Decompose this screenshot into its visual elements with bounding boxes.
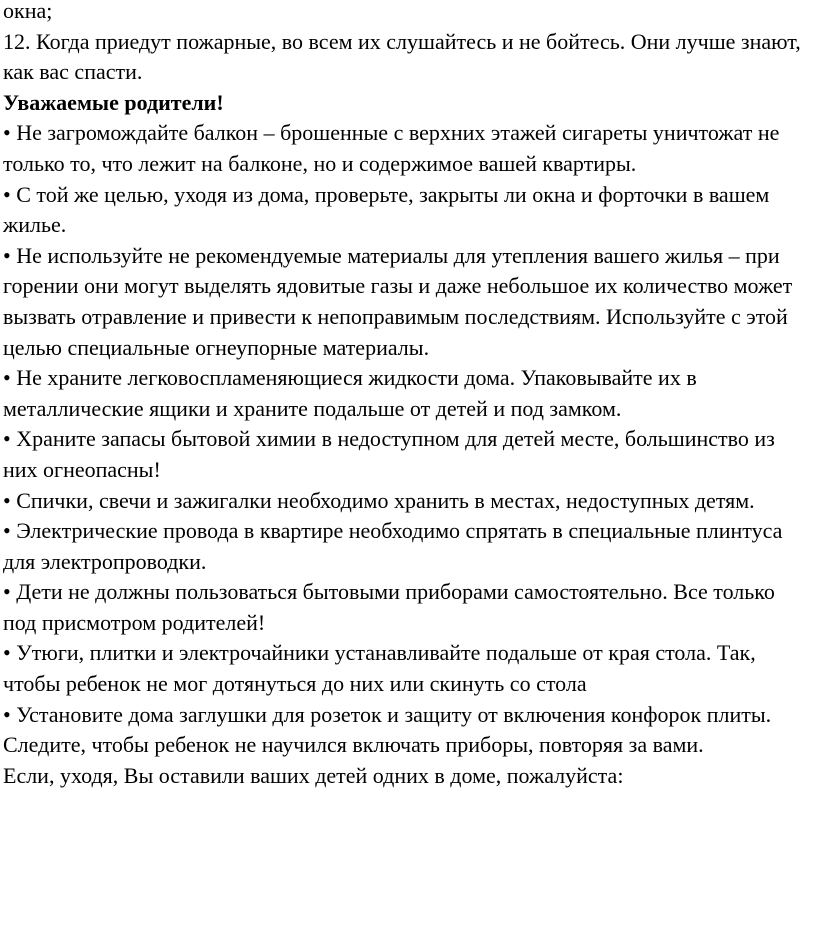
- bullet-item: • Установите дома заглушки для розеток и защиту от включения конфорок плиты. Следите, чтобы ребенок не научился включать приборы, повторяя за вами.: [3, 701, 772, 758]
- bullet-item: • Спички, свечи и зажигалки необходимо хранить в местах, недоступных детям.: [3, 487, 755, 513]
- bullet-item: • Дети не должны пользоваться бытовыми приборами самостоятельно. Все только под присмотром родителей!: [3, 579, 775, 635]
- bullet-item: • Храните запасы бытовой химии в недоступном для детей месте, большинство из них огнеопасны!: [3, 426, 775, 482]
- bullet-item: • Не загромождайте балкон – брошенные с верхних этажей сигареты уничтожат не только то, что лежит на балконе, но и содержимое вашей квартиры.: [3, 120, 780, 176]
- lead-fragment: окна;: [3, 0, 53, 23]
- bullet-item: • Не используйте не рекомендуемые материалы для утепления вашего жилья – при горении они могут выделять ядовитые газы и даже небольшое их количество может вызвать отравление и привести к непоправимым последствиям. Используйте с этой целью специальные огнеупорные материалы.: [3, 242, 793, 360]
- bullet-item: • Утюги, плитки и электрочайники устанавливайте подальше от края стола. Так, чтобы ребенок не мог дотянуться до них или скинуть со стола: [3, 640, 756, 697]
- section-heading: Уважаемые родители!: [3, 89, 224, 115]
- bullet-item: • С той же целью, уходя из дома, проверьте, закрыты ли окна и форточки в вашем жилье.: [3, 181, 770, 238]
- bullet-item: • Электрические провода в квартире необходимо спрятать в специальные плинтуса для электропроводки.: [3, 518, 783, 574]
- list-item-12: 12. Когда приедут пожарные, во всем их слушайтесь и не бойтесь. Они лучше знают, как вас спасти.: [3, 28, 801, 85]
- closing-text: Если, уходя, Вы оставили ваших детей одних в доме, пожалуйста:: [3, 762, 624, 788]
- bullet-item: • Не храните легковоспламеняющиеся жидкости дома. Упаковывайте их в металлические ящики и храните подальше от детей и под замком.: [3, 365, 697, 421]
- document-page: [3, 0, 813, 791]
